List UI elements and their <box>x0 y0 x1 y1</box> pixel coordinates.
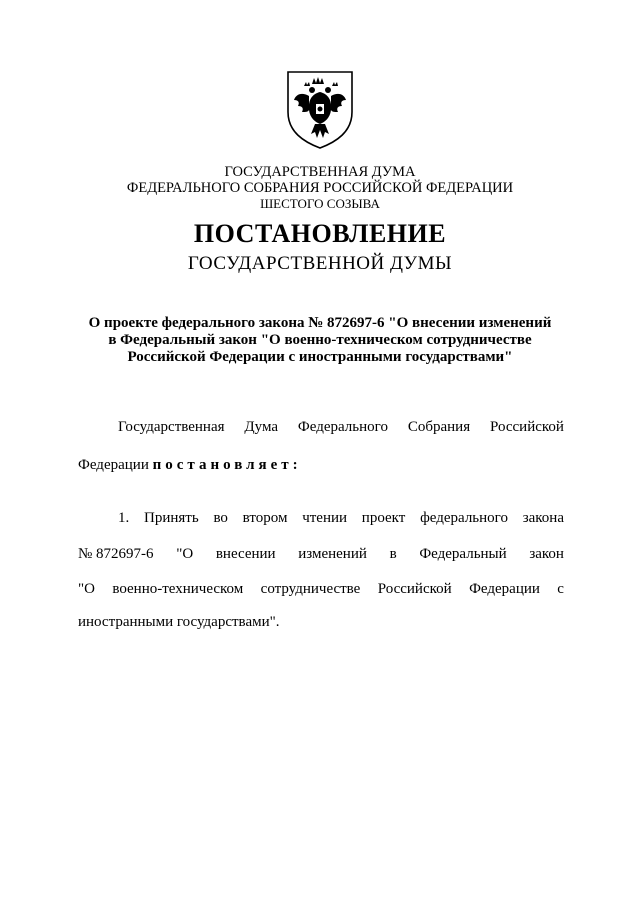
word: в <box>389 546 397 562</box>
word: федерального <box>420 510 508 526</box>
word: военно-техническом <box>112 581 244 597</box>
word: сотрудничестве <box>260 581 361 597</box>
word: Дума <box>244 419 279 435</box>
subject-line-3: Российской Федерации с иностранными государствами" <box>127 349 513 365</box>
word: Принять <box>144 510 199 526</box>
word: во <box>213 510 228 526</box>
word: с <box>557 581 564 597</box>
paragraph-1-line-1 <box>78 418 564 436</box>
word: № 872697-6 <box>78 546 154 562</box>
word: втором <box>242 510 288 526</box>
document-subject <box>60 315 580 366</box>
word: "О <box>78 581 95 597</box>
word: Российской <box>490 419 564 435</box>
paragraph-2-line-2 <box>78 545 564 563</box>
header-duma: ГОСУДАРСТВЕННАЯ ДУМА <box>224 164 416 180</box>
subject-line-1: О проекте федерального закона № 872697-6 "О внесении изменений <box>88 315 552 331</box>
subject-line-2: в Федеральный закон "О военно-техническом сотрудничестве <box>108 332 532 348</box>
document-subtitle: ГОСУДАРСТВЕННОЙ ДУМЫ <box>187 253 453 274</box>
word: закона <box>522 510 564 526</box>
header-federal-assembly: ФЕДЕРАЛЬНОГО СОБРАНИЯ РОССИЙСКОЙ ФЕДЕРАЦИИ <box>126 180 514 196</box>
word: Собрания <box>407 419 471 435</box>
word: Федерального <box>297 419 388 435</box>
resolution-verb: постановляет: <box>152 457 302 473</box>
word: Российской <box>377 581 452 597</box>
word: закон <box>529 546 564 562</box>
coat-of-arms-icon <box>282 66 358 150</box>
word: Федерации <box>78 457 149 473</box>
document-title: ПОСТАНОВЛЕНИЕ <box>193 219 447 248</box>
word: изменений <box>298 546 367 562</box>
word: проект <box>361 510 406 526</box>
word: внесении <box>215 546 276 562</box>
word: Федерации <box>469 581 540 597</box>
header-convocation: ШЕСТОГО СОЗЫВА <box>260 196 380 211</box>
paragraph-2-line-3 <box>78 580 564 598</box>
paragraph-2-line-4: иностранными государствами". <box>78 614 280 630</box>
word: Федеральный <box>419 546 507 562</box>
paragraph-2-line-1 <box>78 509 564 527</box>
paragraph-1-line-2 <box>78 456 564 474</box>
word: 1. <box>118 510 130 526</box>
word: Государственная <box>118 419 225 435</box>
word: чтении <box>302 510 348 526</box>
word: "О <box>176 546 194 562</box>
